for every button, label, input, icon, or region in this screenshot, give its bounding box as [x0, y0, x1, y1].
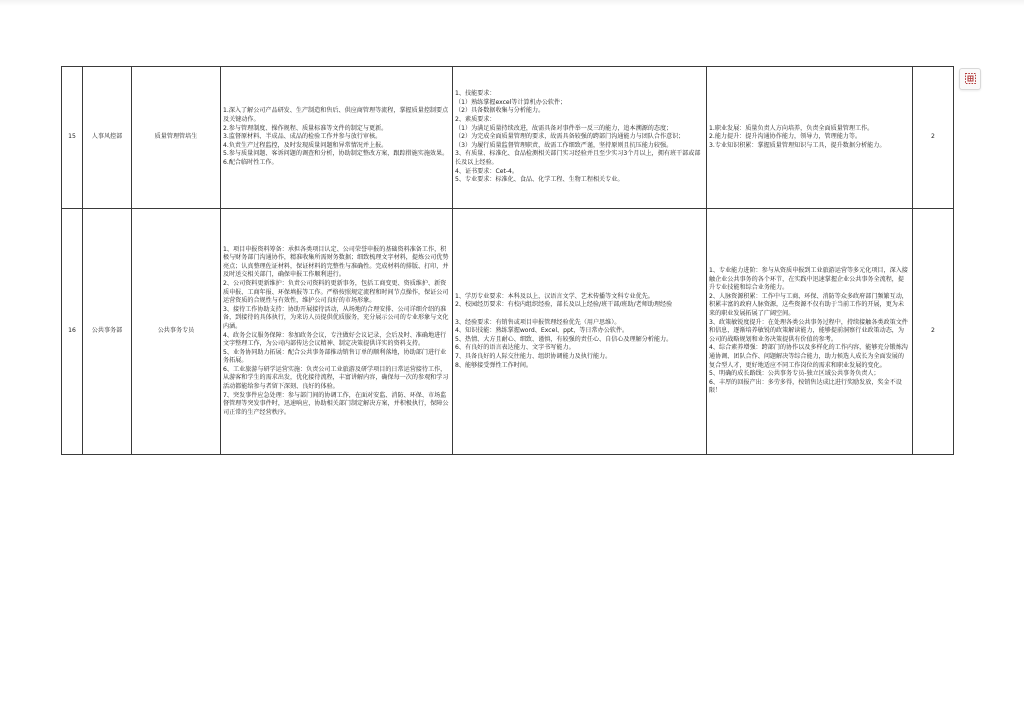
headcount-cell: 2	[913, 67, 954, 209]
table-row	[62, 67, 954, 209]
requirements-cell: 1、技能要求： （1）熟练掌握excel等计算机办公软件； （2）具备数据收集与分析能力。 2、素质要求： （1）为满足质量持续改进，故需具备对事件举一反三的能力，追本溯源的态度； （2）为完成全面质量管理的要求，故需具备较强的跨部门沟通能力与团队合作意识； （3）为履行质量监督管理职责，故需工作细致严谨，坚持原则且抗压能力较强。 3、有质量、标准化、食品检测相关部门实习经验并且至少实习3个月以上，拥有班干部或部长及以上经验。 4、证书要求：Cet-4。 5、专业要求：标准化、食品、化学工程、生物工程相关专业。	[453, 67, 707, 209]
development-cell: 1.职业发展：质量负责人方向培养，负责全面质量管理工作。 2.能力提升：提升沟通协作能力，领导力，管理能力等。 3.专业知识积累：掌握质量管理知识与工具，提升数据分析能力。	[707, 67, 913, 209]
row-index: 16	[62, 209, 83, 455]
department-cell: 人事风控部	[83, 67, 132, 209]
position-cell: 公共事务专员	[132, 209, 221, 455]
development-cell: 1、专业能力进阶：参与从资质申报到工业旅游运营等多元化项目，深入接触企业公共事务的各个环节，在实践中迅速掌握企业公共事务全流程，提升专业技能和综合业务能力。 2、人脉资源积累：工作中与工商、环保、消防等众多政府部门频繁互动，积累丰富的政府人脉资源，这些资源不仅有助于当前工作的开展，更为未来的职业发展拓展了广阔空间。 3、政策敏锐度提升：在处理各类公共事务过程中，持续接触各类政策文件和信息，逐渐培养敏锐的政策解读能力，能够提前洞察行业政策动态，为公司的战略规划和业务决策提供有价值的参考。 4、综合素养增强：跨部门的协作以及多样化的工作内容，能够充分锻炼沟通协调、团队合作、问题解决等综合能力，助力候选人成长为全面发展的复合型人才，更好地适应不同工作岗位的需求和职业发展的变化。 5、明确的成长路线：公共事务专员-独立区域公共事务负责人； 6、丰厚的回报产出：多劳多得，按销售达成比进行奖励发放，奖金不设限！	[707, 209, 913, 455]
headcount-cell: 2	[913, 209, 954, 455]
row-index: 15	[62, 67, 83, 209]
position-cell: 质量管理管培生	[132, 67, 221, 209]
department-cell: 公共事务部	[83, 209, 132, 455]
select-area-icon	[964, 70, 977, 89]
table-row	[62, 209, 954, 455]
job-table	[61, 66, 954, 455]
duties-cell: 1、项目申报资料筹备：承担各类项目认定、公司荣誉申报的基础资料准备工作，积极与财务部门沟通协作，精准收集所需财务数据；细致梳理文字材料，提炼公司优势亮点；认真整理佐证材料，保证材料的完整性与准确性。完成材料的排版、打印，并及时送交相关部门，确保申报工作顺利进行。 2、公司资料更新维护：负责公司资料的更新事务，包括工商变更、资质维护、新资质申报、工商年报、环保填报等工作。严格按照规定流程和时间节点操作，保证公司运营资质的合规性与有效性，维护公司良好的市场形象。 3、接待工作协助支持：协助开展接待活动，从场地的合理安排、公司详细介绍的准备，到接待的具体执行，为来访人员提供优质服务，充分展示公司的专业形象与文化内涵。 4、政务会议服务保障：参加政务会议，专注做好会议记录，会后及时、准确地进行文字整理工作，为公司内部传达会议精神、制定决策提供详实的资料支持。 5、业务协同助力拓展：配合公共事务部推动销售订单的顺利落地，协助部门进行业务拓展。 6、工业旅游与研学运营实施：负责公司工业旅游及研学项目的日常运营接待工作，从游客和学生的需求出发，优化接待流程，丰富讲解内容，确保每一次的参观和学习活动都能给参与者留下深刻、良好的体验。 7、突发事件应急处理：参与部门间的协调工作，在面对安监、消防、环保、市场监督管理等突发事件时，迅速响应，协助相关部门制定解决方案，并积极执行，保障公司正常的生产经营秩序。	[221, 209, 453, 455]
requirements-cell: 1、学历专业要求：本科及以上，汉语言文学、艺术传播等文科专业优先。 2、校园经历要求：有校内组织经验，部长及以上经验/班干部/班助/老师助理经验 3、经验要求：有销售或项目申报管理经验优先（用户思维）。 4、知识技能：熟练掌握word、Excel、ppt，等日常办公软件。 5、热情、大方且耐心、细致、谨慎，有较强的责任心、自信心及理解分析能力。 6、有良好的语言表达能力、文字书写能力。 7、具备良好的人际交往能力、组织协调能力及执行能力。 8、能够接受弹性工作时间。	[453, 209, 707, 455]
select-area-button[interactable]	[959, 68, 981, 90]
duties-cell: 1.深入了解公司产品研发、生产制造和售后、供应商管理等流程，掌握质量控制要点及关键动作。 2.参与管理制度、操作规程、质量标准等文件的制定与更新。 3.监督原材料、半成品、成品的检验工作并参与放行审核。 4.负责生产过程监控，及时发现质量问题和异常情况并上报。 5.参与质量问题、客诉问题的调查和分析，协助制定整改方案，跟踪措施实施效果。 6.配合临时性工作。	[221, 67, 453, 209]
